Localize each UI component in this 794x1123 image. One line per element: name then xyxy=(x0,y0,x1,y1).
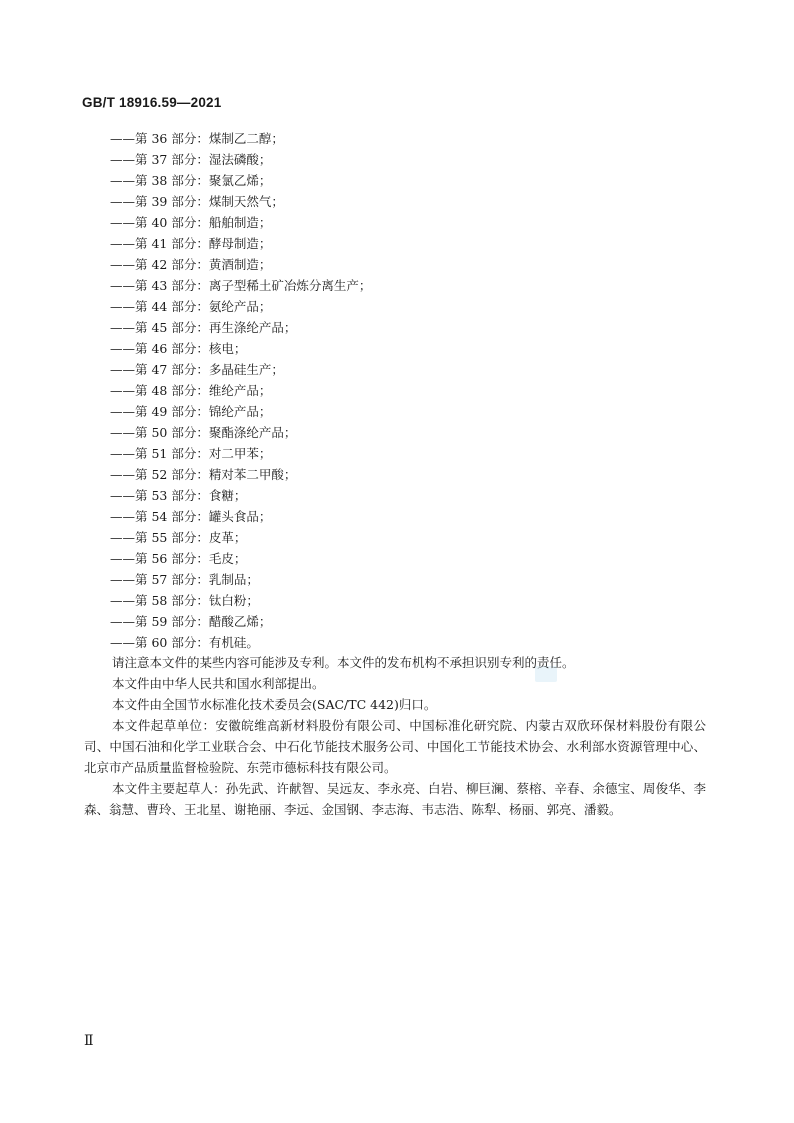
list-item: ——第 41 部分：酵母制造； xyxy=(110,236,272,251)
parts-list xyxy=(110,128,371,653)
list-item: ——第 48 部分：维纶产品； xyxy=(110,383,272,398)
list-item: ——第 60 部分：有机硅。 xyxy=(110,635,259,650)
standard-code: GB/T 18916.59—2021 xyxy=(82,95,222,110)
jurisdiction-statement: 本文件由全国节水标准化技术委员会(SAC/TC 442)归口。 xyxy=(112,697,437,712)
list-item: ——第 38 部分：聚氯乙烯； xyxy=(110,173,272,188)
list-item: ——第 59 部分：醋酸乙烯； xyxy=(110,614,272,629)
list-item: ——第 58 部分：钛白粉； xyxy=(110,593,259,608)
list-item: ——第 50 部分：聚酯涤纶产品； xyxy=(110,425,297,440)
list-item: ——第 54 部分：罐头食品； xyxy=(110,509,272,524)
list-item: ——第 44 部分：氨纶产品； xyxy=(110,299,272,314)
list-item: ——第 49 部分：锦纶产品； xyxy=(110,404,272,419)
list-item: ——第 55 部分：皮革； xyxy=(110,530,247,545)
list-item: ——第 46 部分：核电； xyxy=(110,341,247,356)
list-item: ——第 52 部分：精对苯二甲酸； xyxy=(110,467,297,482)
page-number: Ⅱ xyxy=(84,1033,94,1049)
list-item: ——第 47 部分：多晶硅生产； xyxy=(110,362,284,377)
list-item: ——第 36 部分：煤制乙二醇； xyxy=(110,131,284,146)
patent-notice: 请注意本文件的某些内容可能涉及专利。本文件的发布机构不承担识别专利的责任。 xyxy=(112,655,575,670)
list-item: ——第 42 部分：黄酒制造； xyxy=(110,257,272,272)
list-item: ——第 53 部分：食糖； xyxy=(110,488,247,503)
drafters: 本文件主要起草人：孙先武、许献智、吴远友、李永亮、白岩、柳巨澜、蔡榕、辛春、余德宝、周俊华、李森、翁慧、曹玲、王北星、谢艳丽、李远、金国钢、李志海、韦志浩、陈犁、杨丽、郭亮、潘毅。 xyxy=(84,781,706,817)
list-item: ——第 57 部分：乳制品； xyxy=(110,572,259,587)
proposed-by: 本文件由中华人民共和国水利部提出。 xyxy=(112,676,325,691)
list-item: ——第 40 部分：船舶制造； xyxy=(110,215,272,230)
foreword-body xyxy=(84,652,706,820)
drafting-units: 本文件起草单位：安徽皖维高新材料股份有限公司、中国标准化研究院、内蒙古双欣环保材料股份有限公司、中国石油和化学工业联合会、中石化节能技术服务公司、中国化工节能技术协会、水利部水资源管理中心、北京市产品质量监督检验院、东莞市德标科技有限公司。 xyxy=(84,718,706,775)
list-item: ——第 56 部分：毛皮； xyxy=(110,551,247,566)
list-item: ——第 39 部分：煤制天然气； xyxy=(110,194,284,209)
list-item: ——第 43 部分：离子型稀土矿冶炼分离生产； xyxy=(110,278,372,293)
list-item: ——第 37 部分：湿法磷酸； xyxy=(110,152,272,167)
list-item: ——第 45 部分：再生涤纶产品； xyxy=(110,320,297,335)
list-item: ——第 51 部分：对二甲苯； xyxy=(110,446,272,461)
